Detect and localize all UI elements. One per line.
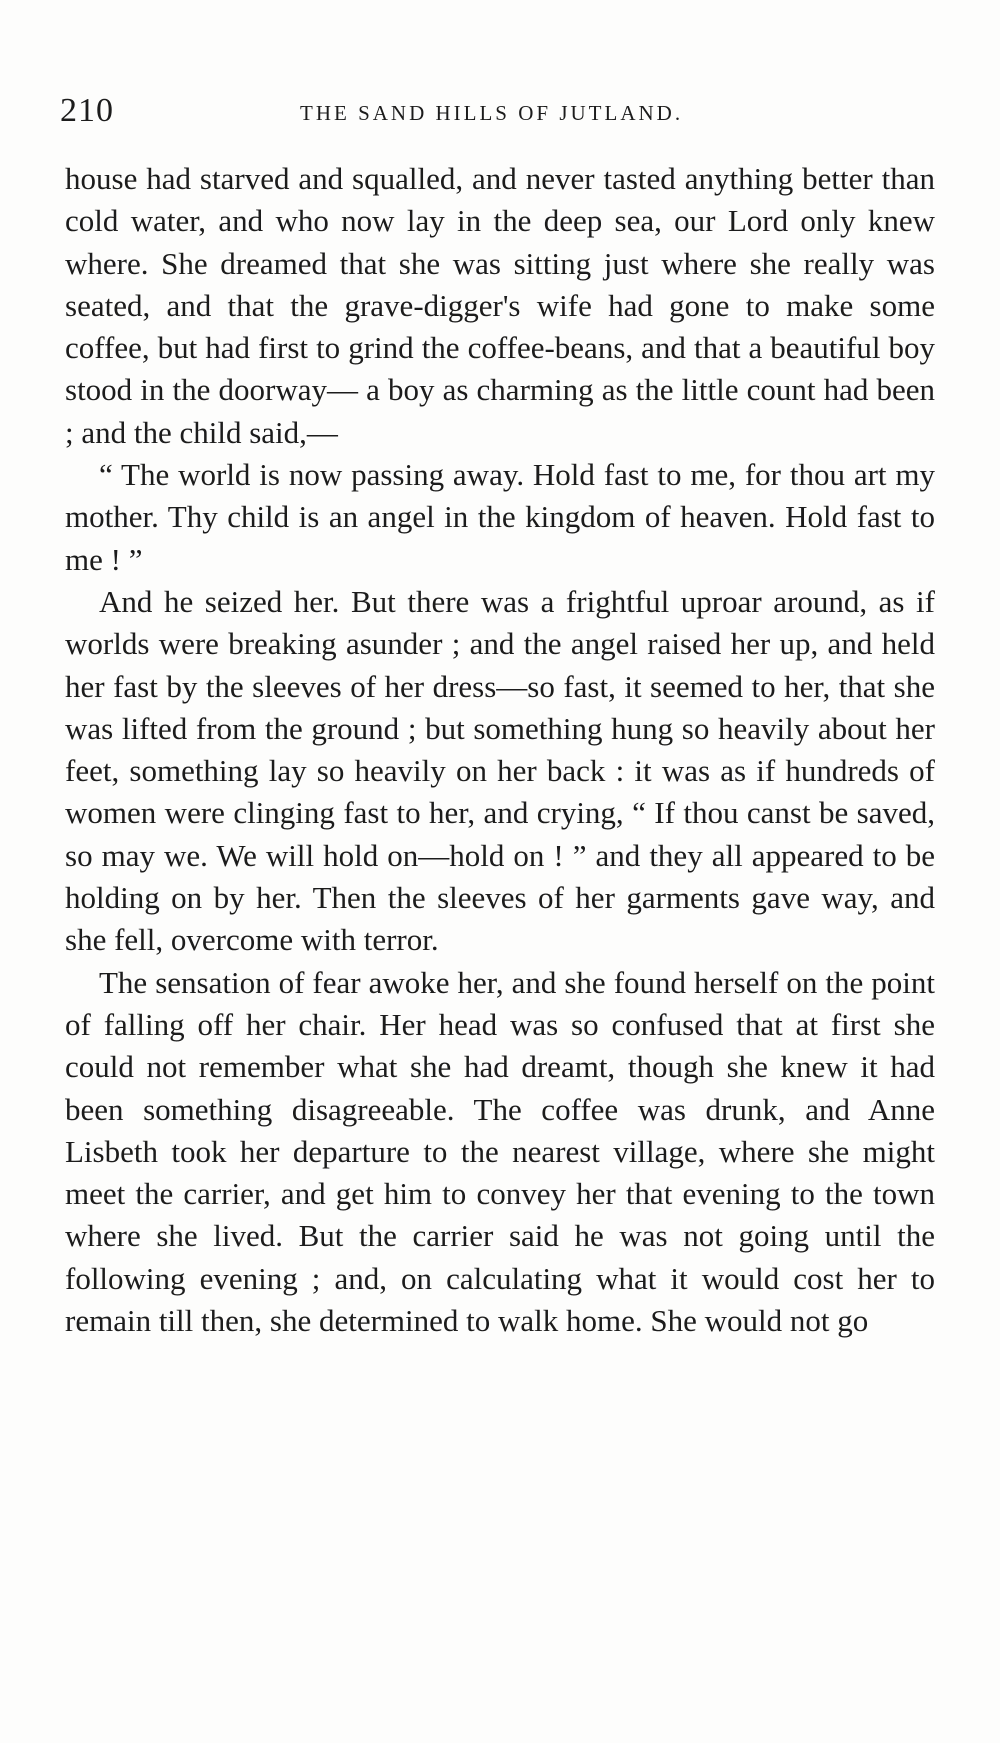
paragraph: And he seized her. But there was a frightful uproar around, as if worlds were breaking asunder ; and the angel raised her up, and held her fast by the sleeves of her dress—so fast, it seemed to her, that she was lifted from the ground ; but something hung so heavily about her feet, something lay so heavily on her back : it was as if hundreds of women were clinging fast to her, and crying, “ If thou canst be saved, so may we. We will hold on—hold on ! ” and they all appeared to be holding on by her. Then the sleeves of her garments gave way, and she fell, overcome with terror. — [65, 583, 935, 958]
paragraph: house had starved and squalled, and never tasted anything better than cold water, and who now lay in the deep sea, our Lord only knew where. She dreamed that she was sitting just where she really was seated, and that the grave-digger's wife had gone to make some coffee, but had first to grind the coffee-beans, and that a beautiful boy stood in the doorway— a boy as charming as the little count had been ; and the child said,— — [65, 161, 935, 450]
page-number: 210 — [60, 92, 114, 129]
body-text — [65, 158, 935, 1342]
paragraph: “ The world is now passing away. Hold fast to me, for thou art my mother. Thy child is an angel in the kingdom of heaven. Hold fast to me ! ” — [65, 457, 935, 577]
page-header — [60, 92, 940, 142]
paragraph: The sensation of fear awoke her, and she found herself on the point of falling off her chair. Her head was so confused that at first she could not remember what she had dreamt, though she knew it had been something disagreeable. The coffee was drunk, and Anne Lisbeth took her departure to the nearest village, where she might meet the carrier, and get him to convey her that evening to the town where she lived. But the carrier said he was not going until the following evening ; and, on calculating what it would cost her to remain till then, she determined to walk home. She would not go — [65, 964, 935, 1339]
running-title: THE SAND HILLS OF JUTLAND. — [300, 101, 684, 125]
